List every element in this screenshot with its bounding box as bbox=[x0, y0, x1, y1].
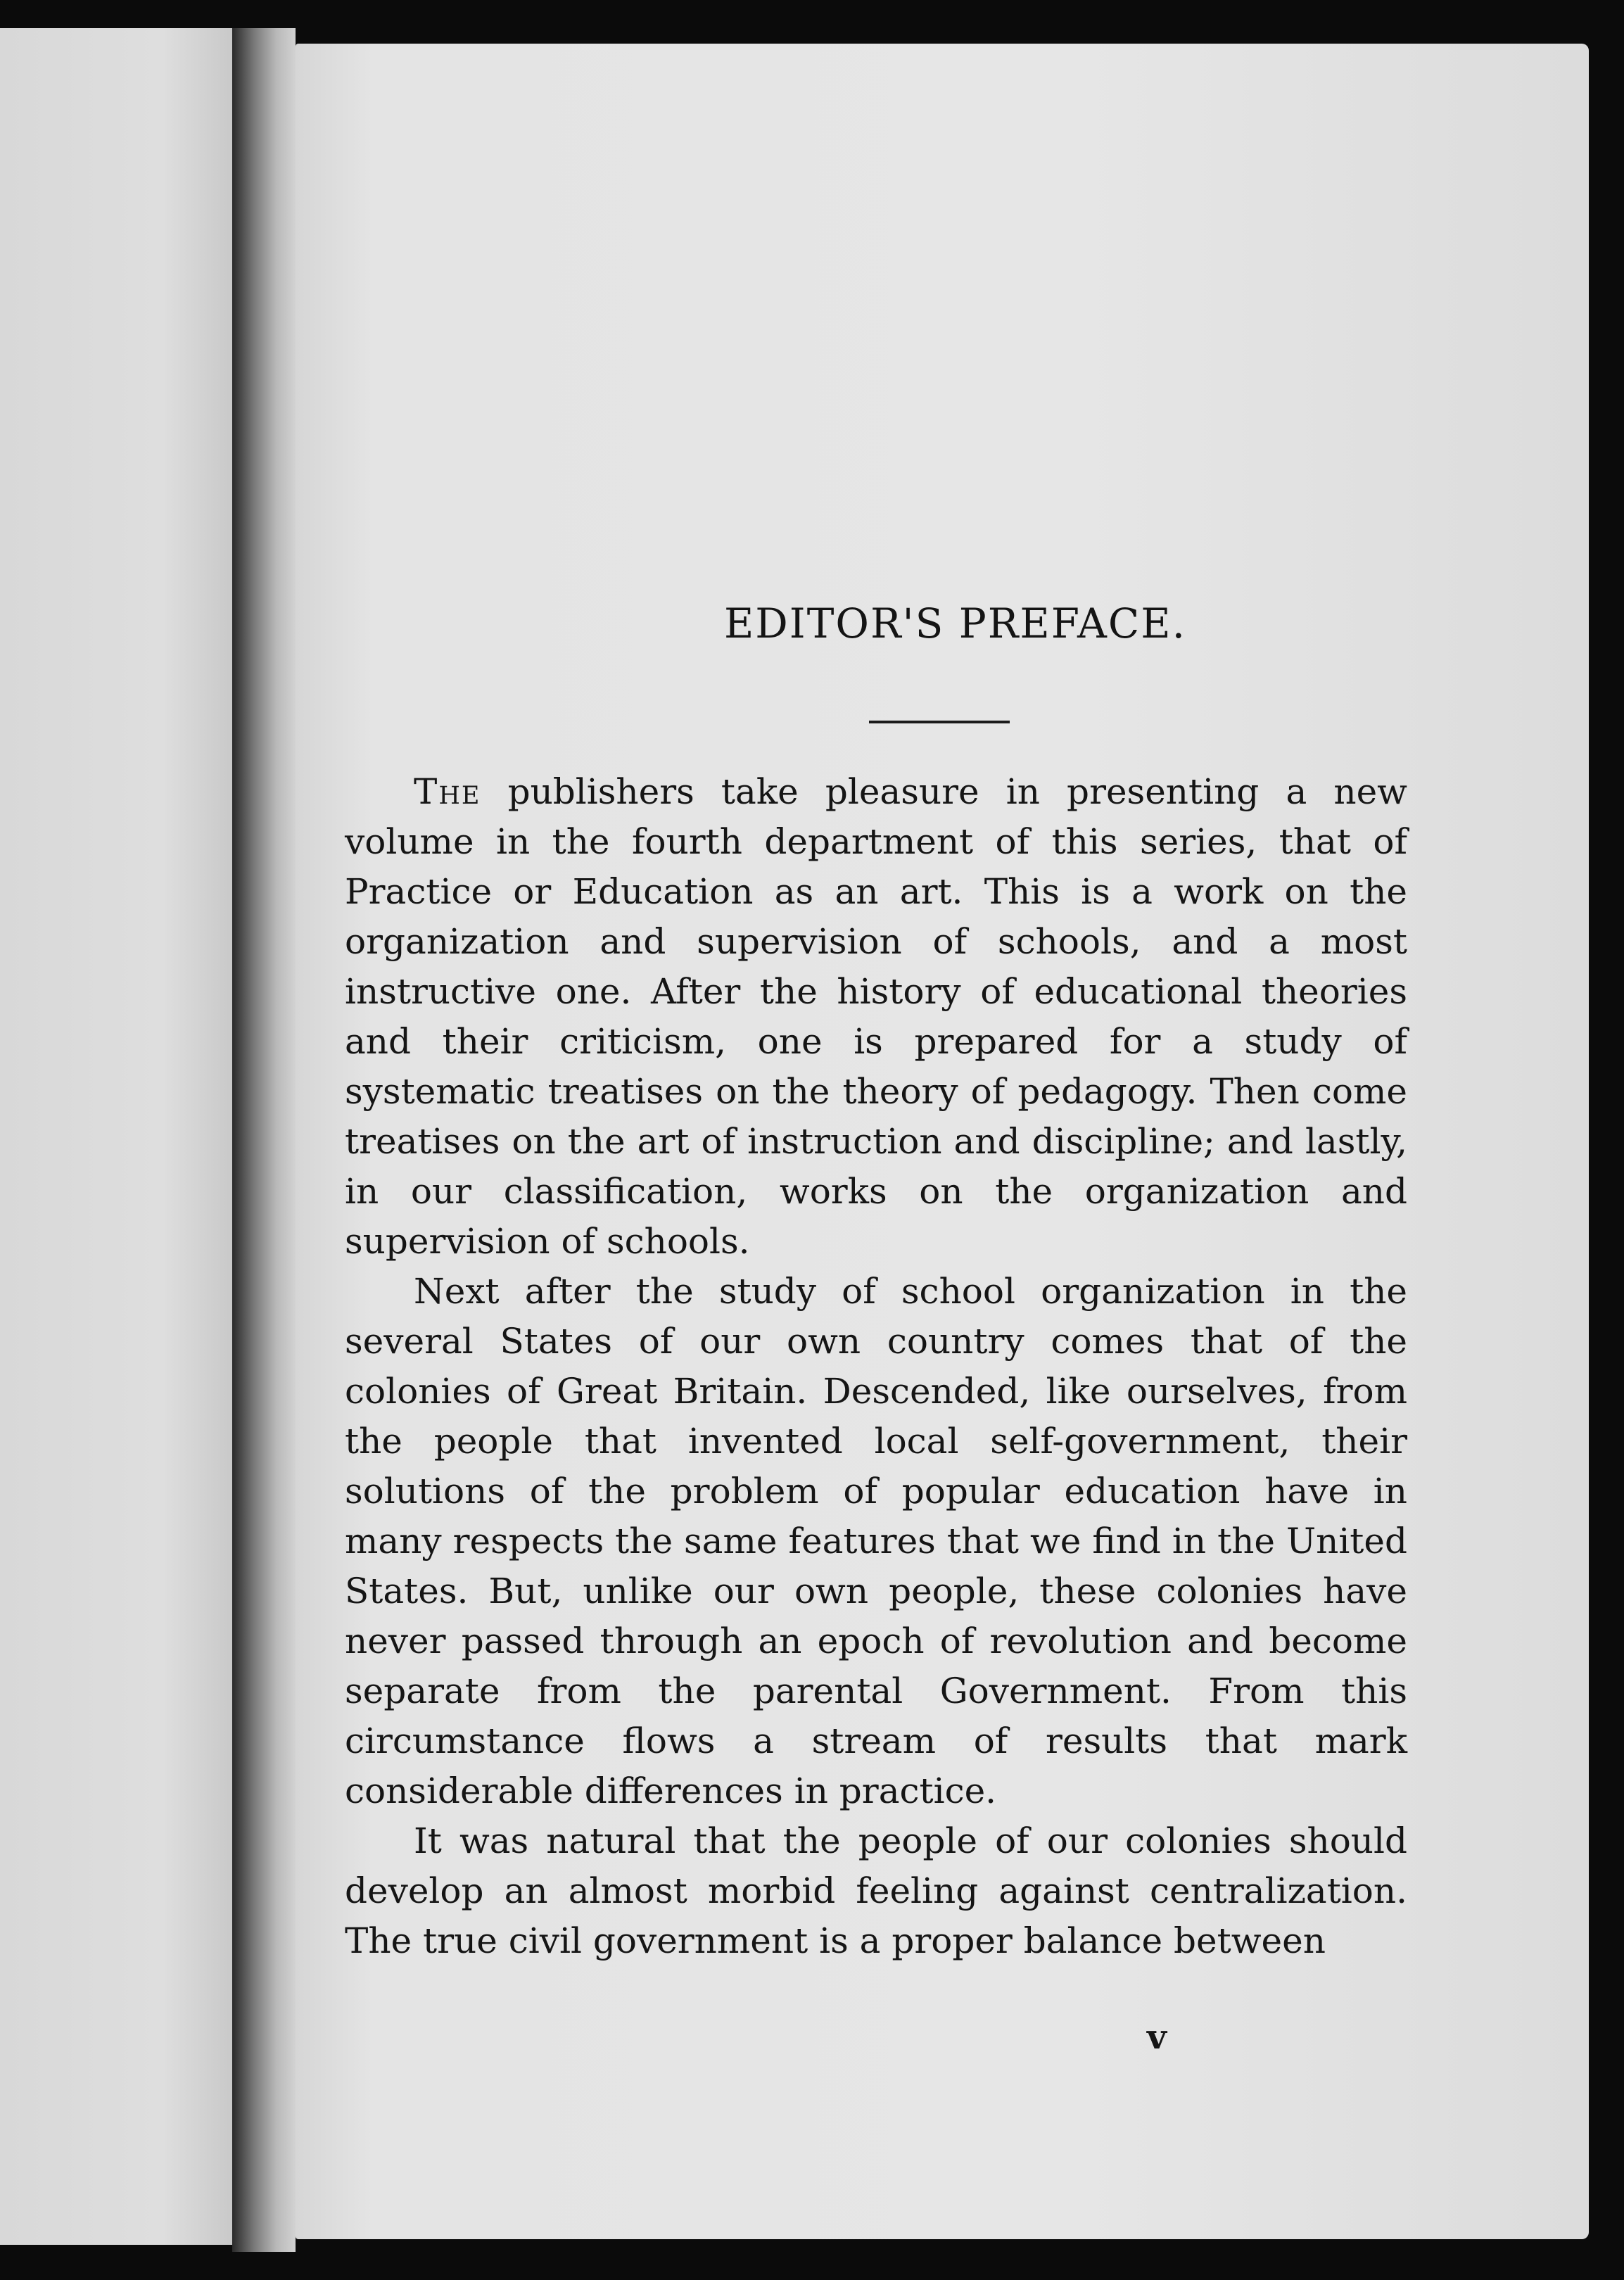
title-divider bbox=[869, 721, 1010, 723]
book-gutter bbox=[232, 28, 296, 2252]
page-title: EDITOR'S PREFACE. bbox=[723, 600, 1187, 647]
body-text bbox=[345, 767, 1407, 1966]
paragraph-lead-word: The bbox=[414, 771, 481, 812]
paragraph-3: It was natural that the people of our colonies should develop an almost morbid feeling against centralization. The true civil government is a proper balance between bbox=[345, 1820, 1407, 1961]
left-facing-page bbox=[0, 28, 232, 2245]
paragraph-1 bbox=[345, 767, 1407, 1267]
right-page bbox=[296, 44, 1589, 2239]
page-content bbox=[345, 600, 1407, 1966]
page-number: v bbox=[1147, 2018, 1167, 2057]
paragraph-text: publishers take pleasure in presenting a new volume in the fourth department of this series, that of Practice or Education as an art. This is a work on the organization and supervision of schools, and a most instructive one. After the history of educational theories and their criticism, one is prepared for a study of systematic treatises on the theory of pedagogy. Then come treatises on the art of instruction and discipline; and lastly, in our classification, works on the organization and supervision of schools. bbox=[345, 771, 1407, 1262]
paragraph-2: Next after the study of school organization in the several States of our own country comes that of the colonies of Great Britain. Descended, like ourselves, from the people that invented local self-government, their solutions of the problem of popular education have in many respects the same features that we find in the United States. But, unlike our own people, these colonies have never passed through an epoch of revolution and become separate from the parental Government. From this circumstance flows a stream of results that mark considerable differences in practice. bbox=[345, 1271, 1407, 1811]
